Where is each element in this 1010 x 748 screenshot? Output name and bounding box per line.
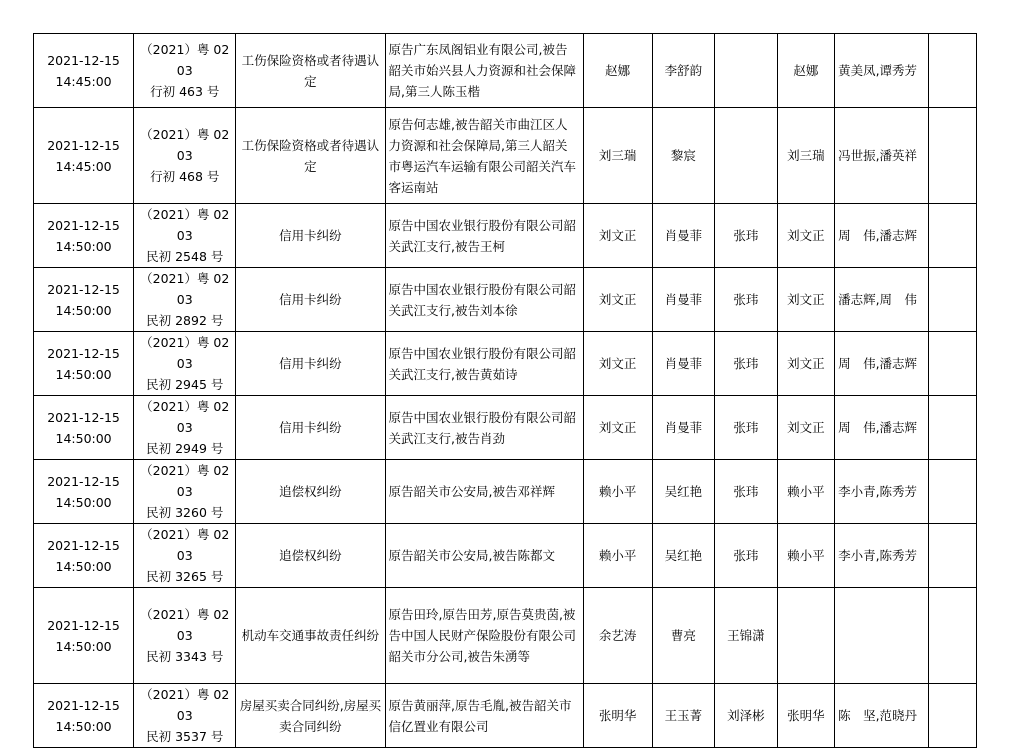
assistant-cell: 张玮 <box>715 268 778 332</box>
remarks-cell <box>928 204 976 268</box>
table-row <box>34 684 977 748</box>
remarks-cell <box>928 460 976 524</box>
case-number-cell: （2021）粤 0203 民初 3537 号 <box>134 684 236 748</box>
panel-members-cell: 李小青,陈秀芳 <box>835 460 929 524</box>
remarks-cell <box>928 332 976 396</box>
judge-cell: 张明华 <box>583 684 652 748</box>
assistant-cell <box>715 34 778 108</box>
datetime-cell: 2021-12-15 14:50:00 <box>34 332 134 396</box>
panel-members-cell: 黄美凤,谭秀芳 <box>835 34 929 108</box>
assistant-cell: 张玮 <box>715 204 778 268</box>
clerk-cell: 李舒韵 <box>652 34 715 108</box>
parties-cell: 原告黄丽萍,原告毛胤,被告韶关市信亿置业有限公司 <box>385 684 583 748</box>
case-cause-cell: 工伤保险资格或者待遇认定 <box>236 108 385 204</box>
parties-cell: 原告何志雄,被告韶关市曲江区人力资源和社会保障局,第三人韶关市粤运汽车运输有限公司韶关汽车客运南站 <box>385 108 583 204</box>
panel-members-cell: 周 伟,潘志辉 <box>835 204 929 268</box>
judge-cell: 赵娜 <box>583 34 652 108</box>
presiding-judge-cell: 刘文正 <box>777 332 834 396</box>
clerk-cell: 肖曼菲 <box>652 268 715 332</box>
clerk-cell: 吴红艳 <box>652 524 715 588</box>
table-row <box>34 268 977 332</box>
presiding-judge-cell: 刘文正 <box>777 396 834 460</box>
panel-members-cell: 周 伟,潘志辉 <box>835 332 929 396</box>
parties-cell: 原告韶关市公安局,被告邓祥辉 <box>385 460 583 524</box>
judge-cell: 刘文正 <box>583 268 652 332</box>
presiding-judge-cell: 赖小平 <box>777 460 834 524</box>
panel-members-cell: 周 伟,潘志辉 <box>835 396 929 460</box>
assistant-cell: 张玮 <box>715 460 778 524</box>
assistant-cell: 张玮 <box>715 524 778 588</box>
clerk-cell: 肖曼菲 <box>652 204 715 268</box>
presiding-judge-cell: 赵娜 <box>777 34 834 108</box>
parties-cell: 原告中国农业银行股份有限公司韶关武江支行,被告肖劲 <box>385 396 583 460</box>
presiding-judge-cell: 张明华 <box>777 684 834 748</box>
remarks-cell <box>928 268 976 332</box>
datetime-cell: 2021-12-15 14:50:00 <box>34 268 134 332</box>
case-number-cell: （2021）粤 0203 民初 3265 号 <box>134 524 236 588</box>
assistant-cell: 王锦潇 <box>715 588 778 684</box>
case-cause-cell: 信用卡纠纷 <box>236 268 385 332</box>
table-row <box>34 588 977 684</box>
case-cause-cell: 追偿权纠纷 <box>236 460 385 524</box>
case-cause-cell: 房屋买卖合同纠纷,房屋买卖合同纠纷 <box>236 684 385 748</box>
assistant-cell: 刘泽彬 <box>715 684 778 748</box>
parties-cell: 原告中国农业银行股份有限公司韶关武江支行,被告黄茹诗 <box>385 332 583 396</box>
panel-members-cell: 潘志辉,周 伟 <box>835 268 929 332</box>
panel-members-cell: 李小青,陈秀芳 <box>835 524 929 588</box>
remarks-cell <box>928 108 976 204</box>
datetime-cell: 2021-12-15 14:50:00 <box>34 684 134 748</box>
clerk-cell: 肖曼菲 <box>652 396 715 460</box>
datetime-cell: 2021-12-15 14:50:00 <box>34 204 134 268</box>
judge-cell: 刘三瑞 <box>583 108 652 204</box>
table-row <box>34 332 977 396</box>
clerk-cell: 曹亮 <box>652 588 715 684</box>
datetime-cell: 2021-12-15 14:50:00 <box>34 588 134 684</box>
case-number-cell: （2021）粤 0203 民初 2949 号 <box>134 396 236 460</box>
clerk-cell: 吴红艳 <box>652 460 715 524</box>
clerk-cell: 王玉菁 <box>652 684 715 748</box>
case-number-cell: （2021）粤 0203 民初 2548 号 <box>134 204 236 268</box>
datetime-cell: 2021-12-15 14:50:00 <box>34 524 134 588</box>
remarks-cell <box>928 34 976 108</box>
assistant-cell <box>715 108 778 204</box>
panel-members-cell: 冯世振,潘英祥 <box>835 108 929 204</box>
datetime-cell: 2021-12-15 14:45:00 <box>34 108 134 204</box>
table-row <box>34 524 977 588</box>
judge-cell: 赖小平 <box>583 524 652 588</box>
assistant-cell: 张玮 <box>715 396 778 460</box>
presiding-judge-cell: 赖小平 <box>777 524 834 588</box>
case-cause-cell: 工伤保险资格或者待遇认定 <box>236 34 385 108</box>
datetime-cell: 2021-12-15 14:50:00 <box>34 460 134 524</box>
case-number-cell: （2021）粤 0203 民初 3343 号 <box>134 588 236 684</box>
case-cause-cell: 机动车交通事故责任纠纷 <box>236 588 385 684</box>
judge-cell: 刘文正 <box>583 332 652 396</box>
table-row <box>34 396 977 460</box>
presiding-judge-cell <box>777 588 834 684</box>
parties-cell: 原告田玲,原告田芳,原告莫贵茵,被告中国人民财产保险股份有限公司韶关市分公司,被告朱湧等 <box>385 588 583 684</box>
case-cause-cell: 信用卡纠纷 <box>236 396 385 460</box>
judge-cell: 刘文正 <box>583 396 652 460</box>
clerk-cell: 肖曼菲 <box>652 332 715 396</box>
remarks-cell <box>928 588 976 684</box>
judge-cell: 赖小平 <box>583 460 652 524</box>
panel-members-cell <box>835 588 929 684</box>
case-number-cell: （2021）粤 0203 行初 463 号 <box>134 34 236 108</box>
presiding-judge-cell: 刘文正 <box>777 204 834 268</box>
parties-cell: 原告中国农业银行股份有限公司韶关武江支行,被告刘本徐 <box>385 268 583 332</box>
presiding-judge-cell: 刘三瑞 <box>777 108 834 204</box>
remarks-cell <box>928 684 976 748</box>
case-number-cell: （2021）粤 0203 民初 2892 号 <box>134 268 236 332</box>
parties-cell: 原告韶关市公安局,被告陈都文 <box>385 524 583 588</box>
assistant-cell: 张玮 <box>715 332 778 396</box>
table-row <box>34 108 977 204</box>
case-cause-cell: 追偿权纠纷 <box>236 524 385 588</box>
case-number-cell: （2021）粤 0203 民初 3260 号 <box>134 460 236 524</box>
parties-cell: 原告广东凤阁铝业有限公司,被告韶关市始兴县人力资源和社会保障局,第三人陈玉楷 <box>385 34 583 108</box>
parties-cell: 原告中国农业银行股份有限公司韶关武江支行,被告王柯 <box>385 204 583 268</box>
case-number-cell: （2021）粤 0203 民初 2945 号 <box>134 332 236 396</box>
remarks-cell <box>928 524 976 588</box>
datetime-cell: 2021-12-15 14:45:00 <box>34 34 134 108</box>
judge-cell: 刘文正 <box>583 204 652 268</box>
table-row <box>34 34 977 108</box>
remarks-cell <box>928 396 976 460</box>
panel-members-cell: 陈 坚,范晓丹 <box>835 684 929 748</box>
case-number-cell: （2021）粤 0203 行初 468 号 <box>134 108 236 204</box>
hearing-schedule-table <box>33 33 977 748</box>
judge-cell: 余艺涛 <box>583 588 652 684</box>
datetime-cell: 2021-12-15 14:50:00 <box>34 396 134 460</box>
table-row <box>34 460 977 524</box>
case-cause-cell: 信用卡纠纷 <box>236 332 385 396</box>
table-body <box>34 34 977 748</box>
presiding-judge-cell: 刘文正 <box>777 268 834 332</box>
table-row <box>34 204 977 268</box>
case-cause-cell: 信用卡纠纷 <box>236 204 385 268</box>
clerk-cell: 黎宸 <box>652 108 715 204</box>
